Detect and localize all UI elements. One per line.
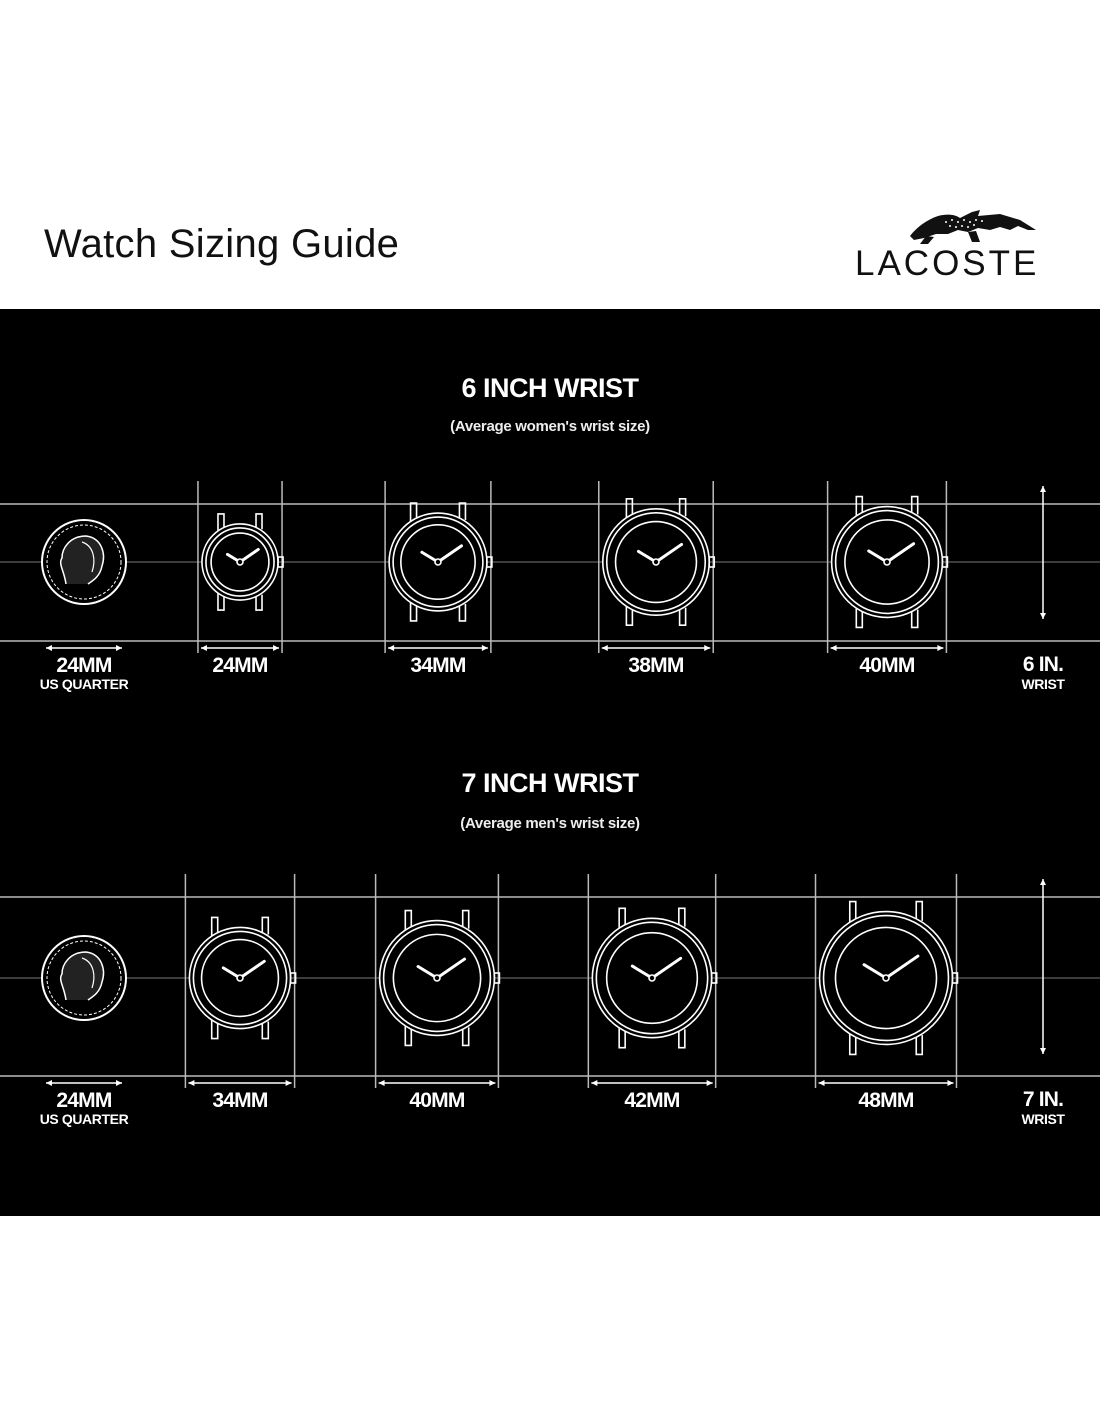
crocodile-logo-icon	[850, 200, 1050, 250]
watch-38mm-6in	[603, 499, 714, 625]
us-quarter-icon	[42, 520, 126, 604]
wrist-caption: WRIST	[1021, 1111, 1065, 1127]
watch-42mm-7in	[592, 908, 716, 1047]
watch-size-label: 34MM	[410, 654, 466, 677]
watch-size-label: 38MM	[628, 654, 684, 677]
wrist-size-label: 6 IN.	[1022, 653, 1064, 676]
us-quarter-icon	[42, 936, 126, 1020]
quarter-size-label: 24MM	[56, 1089, 112, 1112]
quarter-caption: US QUARTER	[39, 1111, 129, 1127]
watch-34mm-6in	[389, 503, 492, 621]
watch-size-label: 24MM	[212, 654, 268, 677]
wrist-size-label: 7 IN.	[1022, 1088, 1064, 1111]
watch-40mm-6in	[832, 497, 948, 628]
sizing-diagram-6in	[0, 459, 1100, 719]
page-title: Watch Sizing Guide	[44, 222, 400, 266]
section-subtitle-6in: (Average women's wrist size)	[450, 418, 650, 435]
watch-34mm-7in	[189, 917, 295, 1038]
section-subtitle-7in: (Average men's wrist size)	[460, 815, 640, 832]
watch-size-label: 34MM	[212, 1089, 268, 1112]
watch-size-label: 48MM	[858, 1089, 914, 1112]
brand-wordmark: LACOSTE	[855, 244, 1040, 283]
sizing-diagram-7in	[0, 854, 1100, 1154]
quarter-caption: US QUARTER	[39, 676, 129, 692]
watch-24mm-6in	[202, 514, 283, 610]
quarter-size-label: 24MM	[56, 654, 112, 677]
diagram-lines	[0, 854, 1100, 1154]
section-title-7in: 7 INCH WRIST	[461, 768, 639, 798]
watch-size-label: 42MM	[624, 1089, 680, 1112]
watch-48mm-7in	[820, 902, 958, 1055]
watch-40mm-7in	[380, 911, 500, 1046]
sizing-panel	[0, 309, 1100, 1216]
watch-size-label: 40MM	[859, 654, 915, 677]
section-title-6in: 6 INCH WRIST	[461, 373, 639, 403]
watch-size-label: 40MM	[409, 1089, 465, 1112]
brand-logo	[850, 200, 1050, 290]
wrist-caption: WRIST	[1021, 676, 1065, 692]
diagram-lines	[0, 459, 1100, 719]
